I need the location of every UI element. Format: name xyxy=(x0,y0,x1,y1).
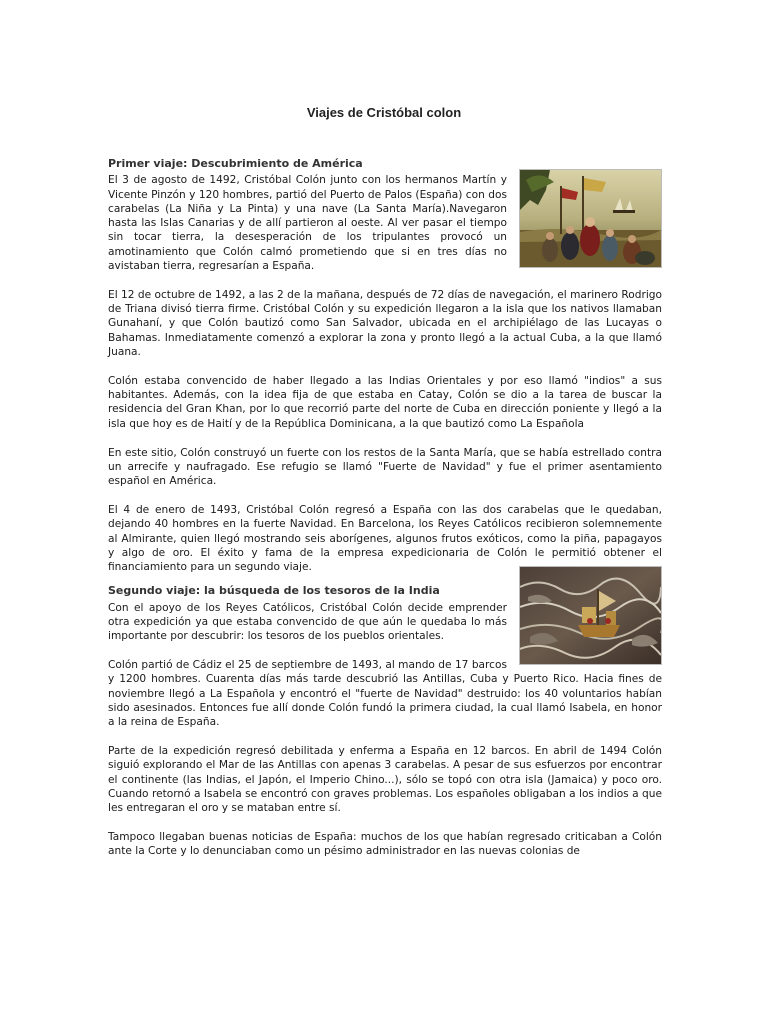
paragraph: Tampoco llegaban buenas noticias de España: muchos de los que habían regresado criticaban a Colón ante la Corte y lo denunciaban como un pésimo administrador en las nuevas colonias de xyxy=(108,831,662,858)
paragraph: El 4 de enero de 1493, Cristóbal Colón regresó a España con las dos carabelas que le quedaban, dejando 40 hombres en la fuerte Navidad. En Barcelona, los Reyes Católicos recibieron solemnemente al Almirante, quien llegó mostrando seis aborígenes, algunos frutos exóticos, como la piña, papagayos y algo de oro. El éxito y fama de la empresa expedicionaria de Colón le permitió obtener el financiamiento para un segundo viaje. xyxy=(108,503,662,574)
paragraph: En este sitio, Colón construyó un fuerte con los restos de la Santa María, que se había estrellado contra un arrecife y naufragado. Ese refugio se llamó "Fuerte de Navidad" y fue el primer asentamiento español en América. xyxy=(108,446,662,488)
paragraph: Con el apoyo de los Reyes Católicos, Cristóbal Colón decide emprender otra expedición ya que estaba convencido de que aún le quedaba lo más importante por descubrir: los tesoros de los pueblos orientales. xyxy=(108,601,507,643)
paragraph: El 3 de agosto de 1492, Cristóbal Colón junto con los hermanos Martín y Vicente Pinzón y 120 hombres, partió del Puerto de Palos (España) con dos carabelas (La Niña y La Pinta) y una nave (La Santa María).Navegaron hasta las Islas Canarias y de allí partieron al oeste. Al ver pasar el tiempo sin tocar tierra, la desesperación de los tripulantes provocó un amotinamiento que Colón calmó prometiendo que si en tres días no avistaban tierra, regresarían a España. xyxy=(108,174,507,273)
paragraph: Colón partió de Cádiz el 25 de septiembre de 1493, al mando de 17 barcos y 1200 hombres. Cuarenta días más tarde descubrió las Antillas, Cuba y Puerto Rico. Hacia fines de noviembre llegó a La Española y encontró el "fuerte de Navidad" destruido: los 40 voluntarios habían sido asesinados. Entonces fue allí donde Colón fundó la primera ciudad, la cual llamó Isabela, en honor a la reina de España. xyxy=(108,659,662,729)
section-heading-primer-viaje: Primer viaje: Descubrimiento de América xyxy=(108,157,363,170)
paragraph: Colón estaba convencido de haber llegado a las Indias Orientales y por eso llamó "indios" a sus habitantes. Además, con la idea fija de que estaba en Catay, Colón se dio a la tarea de buscar la residencia del Gran Khan, por lo que recorrió parte del norte de Cuba en dirección poniente y llegó a la isla que hoy es de Haití y de la República Dominicana, a la que bautizó como La Española xyxy=(108,374,662,430)
document-body xyxy=(108,157,662,873)
section-heading-segundo-viaje: Segundo viaje: la búsqueda de los tesoros de la India xyxy=(108,584,440,598)
paragraph: Parte de la expedición regresó debilitada y enferma a España en 12 barcos. En abril de 1494 Colón siguió explorando el Mar de las Antillas con apenas 3 carabelas. A pesar de sus esfuerzos por encontrar el continente (las Indias, el Japón, el Imperio Chino...), sólo se topó con otra isla (Jamaica) y poco oro. Cuando retornó a Isabela se encontró con graves problemas. Los españoles obligaban a los indios a que les entregaran el oro y se mataban entre sí. xyxy=(108,745,662,815)
paragraph: El 12 de octubre de 1492, a las 2 de la mañana, después de 72 días de navegación, el marinero Rodrigo de Triana divisó tierra firme. Cristóbal Colón y su expedición llegaron a la isla que los nativos llamaban Gunahaní, y que Colón bautizó como San Salvador, ubicada en el archipiélago de las Lucayas o Bahamas. Inmediatamente comenzó a explorar la zona y pronto llegó a la actual Cuba, a la que llamó Juana. xyxy=(108,288,662,359)
painting-ship-at-sea-image xyxy=(519,566,662,665)
painting-columbus-landing-image xyxy=(519,169,662,268)
painting-ship-at-sea-icon xyxy=(520,567,661,664)
painting-columbus-landing-icon xyxy=(520,170,661,267)
document-title: Viajes de Cristóbal colon xyxy=(306,105,462,120)
